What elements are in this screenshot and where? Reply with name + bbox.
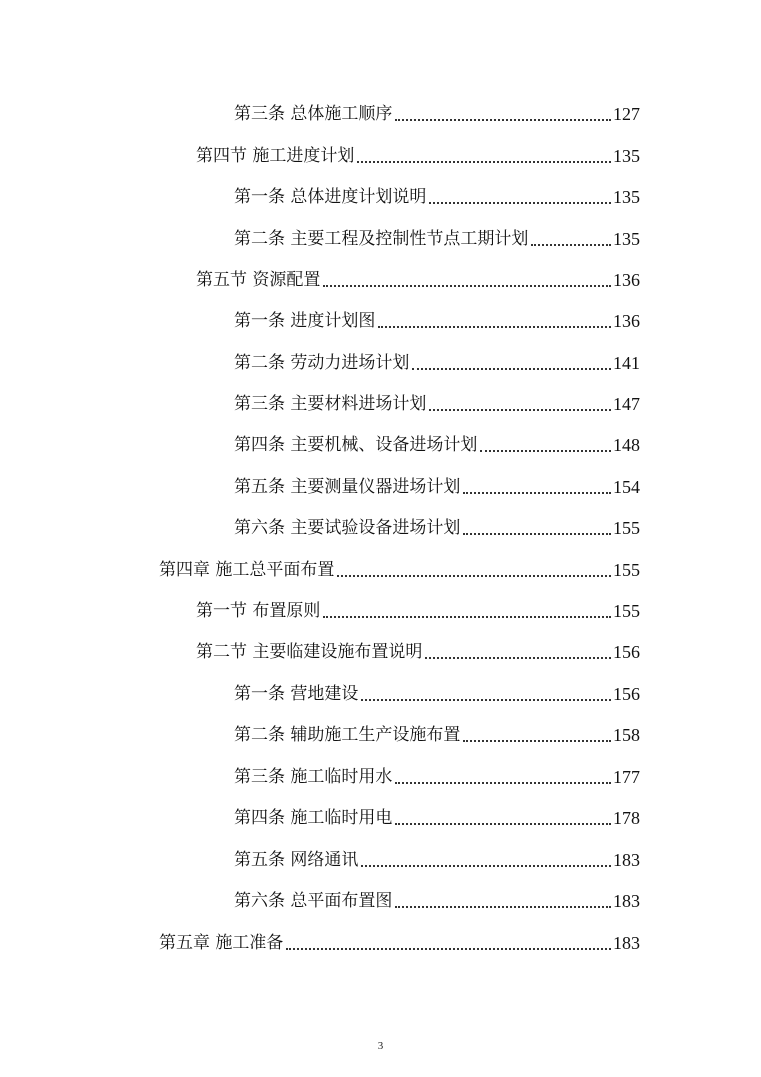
toc-entry-article-6-test-equipment[interactable] (234, 509, 640, 539)
toc-entry-page: 135 (613, 187, 640, 207)
toc-dot-leader (463, 492, 611, 494)
toc-entry-title: 第六条 主要试验设备进场计划 (234, 518, 461, 538)
toc-entry-section-4-schedule[interactable] (196, 137, 640, 167)
toc-dot-leader (323, 285, 611, 287)
toc-entry-title: 第三条 施工临时用水 (234, 767, 393, 787)
toc-entry-title: 第一条 营地建设 (234, 684, 359, 704)
toc-entry-article-3-materials[interactable] (234, 385, 640, 415)
toc-entry-chapter-4-site-layout[interactable] (159, 551, 640, 581)
toc-entry-title: 第二条 辅助施工生产设施布置 (234, 725, 461, 745)
toc-entry-page: 156 (613, 642, 640, 662)
toc-entry-title: 第三条 主要材料进场计划 (234, 394, 427, 414)
toc-entry-title: 第一条 进度计划图 (234, 311, 376, 331)
toc-entry-section-1-principles[interactable] (196, 592, 640, 622)
toc-entry-page: 127 (613, 104, 640, 124)
toc-dot-leader (395, 906, 611, 908)
toc-dot-leader (286, 948, 611, 950)
toc-entry-page: 183 (613, 891, 640, 911)
toc-entry-title: 第五条 主要测量仪器进场计划 (234, 477, 461, 497)
toc-entry-title: 第二节 主要临建设施布置说明 (196, 642, 423, 662)
toc-entry-page: 155 (613, 518, 640, 538)
toc-dot-leader (378, 326, 611, 328)
toc-entry-page: 136 (613, 311, 640, 331)
toc-entry-page: 135 (613, 229, 640, 249)
toc-entry-title: 第四条 施工临时用电 (234, 808, 393, 828)
toc-entry-section-2-temporary-facilities[interactable] (196, 633, 640, 663)
toc-entry-article-5-network[interactable] (234, 841, 640, 871)
toc-dot-leader (531, 244, 611, 246)
toc-dot-leader (361, 699, 611, 701)
toc-entry-page: 136 (613, 270, 640, 290)
toc-entry-page: 148 (613, 435, 640, 455)
toc-dot-leader (429, 202, 611, 204)
toc-dot-leader (395, 782, 611, 784)
toc-entry-article-1-camp[interactable] (234, 675, 640, 705)
toc-entry-page: 155 (613, 601, 640, 621)
toc-entry-article-5-survey-instruments[interactable] (234, 468, 640, 498)
toc-entry-title: 第五章 施工准备 (159, 933, 284, 953)
toc-dot-leader (323, 616, 611, 618)
toc-entry-page: 135 (613, 146, 640, 166)
toc-dot-leader (480, 450, 611, 452)
toc-dot-leader (337, 575, 611, 577)
toc-entry-page: 183 (613, 850, 640, 870)
toc-dot-leader (395, 823, 611, 825)
toc-dot-leader (429, 409, 611, 411)
toc-entry-page: 177 (613, 767, 640, 787)
toc-entry-chapter-5-preparation[interactable] (159, 924, 640, 954)
toc-entry-title: 第六条 总平面布置图 (234, 891, 393, 911)
toc-entry-title: 第四章 施工总平面布置 (159, 560, 335, 580)
toc-entry-page: 178 (613, 808, 640, 828)
toc-entry-title: 第五节 资源配置 (196, 270, 321, 290)
toc-entry-page: 158 (613, 725, 640, 745)
toc-entry-title: 第一条 总体进度计划说明 (234, 187, 427, 207)
toc-entry-article-6-site-plan[interactable] (234, 882, 640, 912)
toc-entry-title: 第四条 主要机械、设备进场计划 (234, 435, 478, 455)
toc-entry-page: 183 (613, 933, 640, 953)
toc-entry-article-4-machinery[interactable] (234, 426, 640, 456)
toc-entry-page: 154 (613, 477, 640, 497)
toc-dot-leader (425, 657, 611, 659)
toc-dot-leader (361, 865, 611, 867)
toc-entry-article-1-schedule-notes[interactable] (234, 178, 640, 208)
toc-entry-title: 第一节 布置原则 (196, 601, 321, 621)
toc-dot-leader (395, 119, 611, 121)
toc-dot-leader (412, 368, 611, 370)
toc-entry-page: 155 (613, 560, 640, 580)
toc-dot-leader (463, 533, 611, 535)
toc-entry-article-2-milestones[interactable] (234, 220, 640, 250)
toc-entry-page: 156 (613, 684, 640, 704)
toc-entry-article-3-temporary-water[interactable] (234, 758, 640, 788)
toc-dot-leader (463, 740, 611, 742)
toc-entry-title: 第三条 总体施工顺序 (234, 104, 393, 124)
toc-entry-page: 141 (613, 353, 640, 373)
toc-entry-article-3-overall-sequence[interactable] (234, 95, 640, 125)
toc-entry-article-2-auxiliary-facilities[interactable] (234, 716, 640, 746)
toc-entry-title: 第五条 网络通讯 (234, 850, 359, 870)
toc-entry-section-5-resources[interactable] (196, 261, 640, 291)
footer-page-number: 3 (377, 1040, 384, 1052)
toc-entry-page: 147 (613, 394, 640, 414)
toc-entry-title: 第二条 主要工程及控制性节点工期计划 (234, 229, 529, 249)
toc-entry-article-1-schedule-chart[interactable] (234, 302, 640, 332)
toc-entry-article-4-temporary-power[interactable] (234, 799, 640, 829)
toc-entry-article-2-labor[interactable] (234, 344, 640, 374)
toc-dot-leader (357, 161, 611, 163)
toc-entry-title: 第四节 施工进度计划 (196, 146, 355, 166)
toc-entry-title: 第二条 劳动力进场计划 (234, 353, 410, 373)
